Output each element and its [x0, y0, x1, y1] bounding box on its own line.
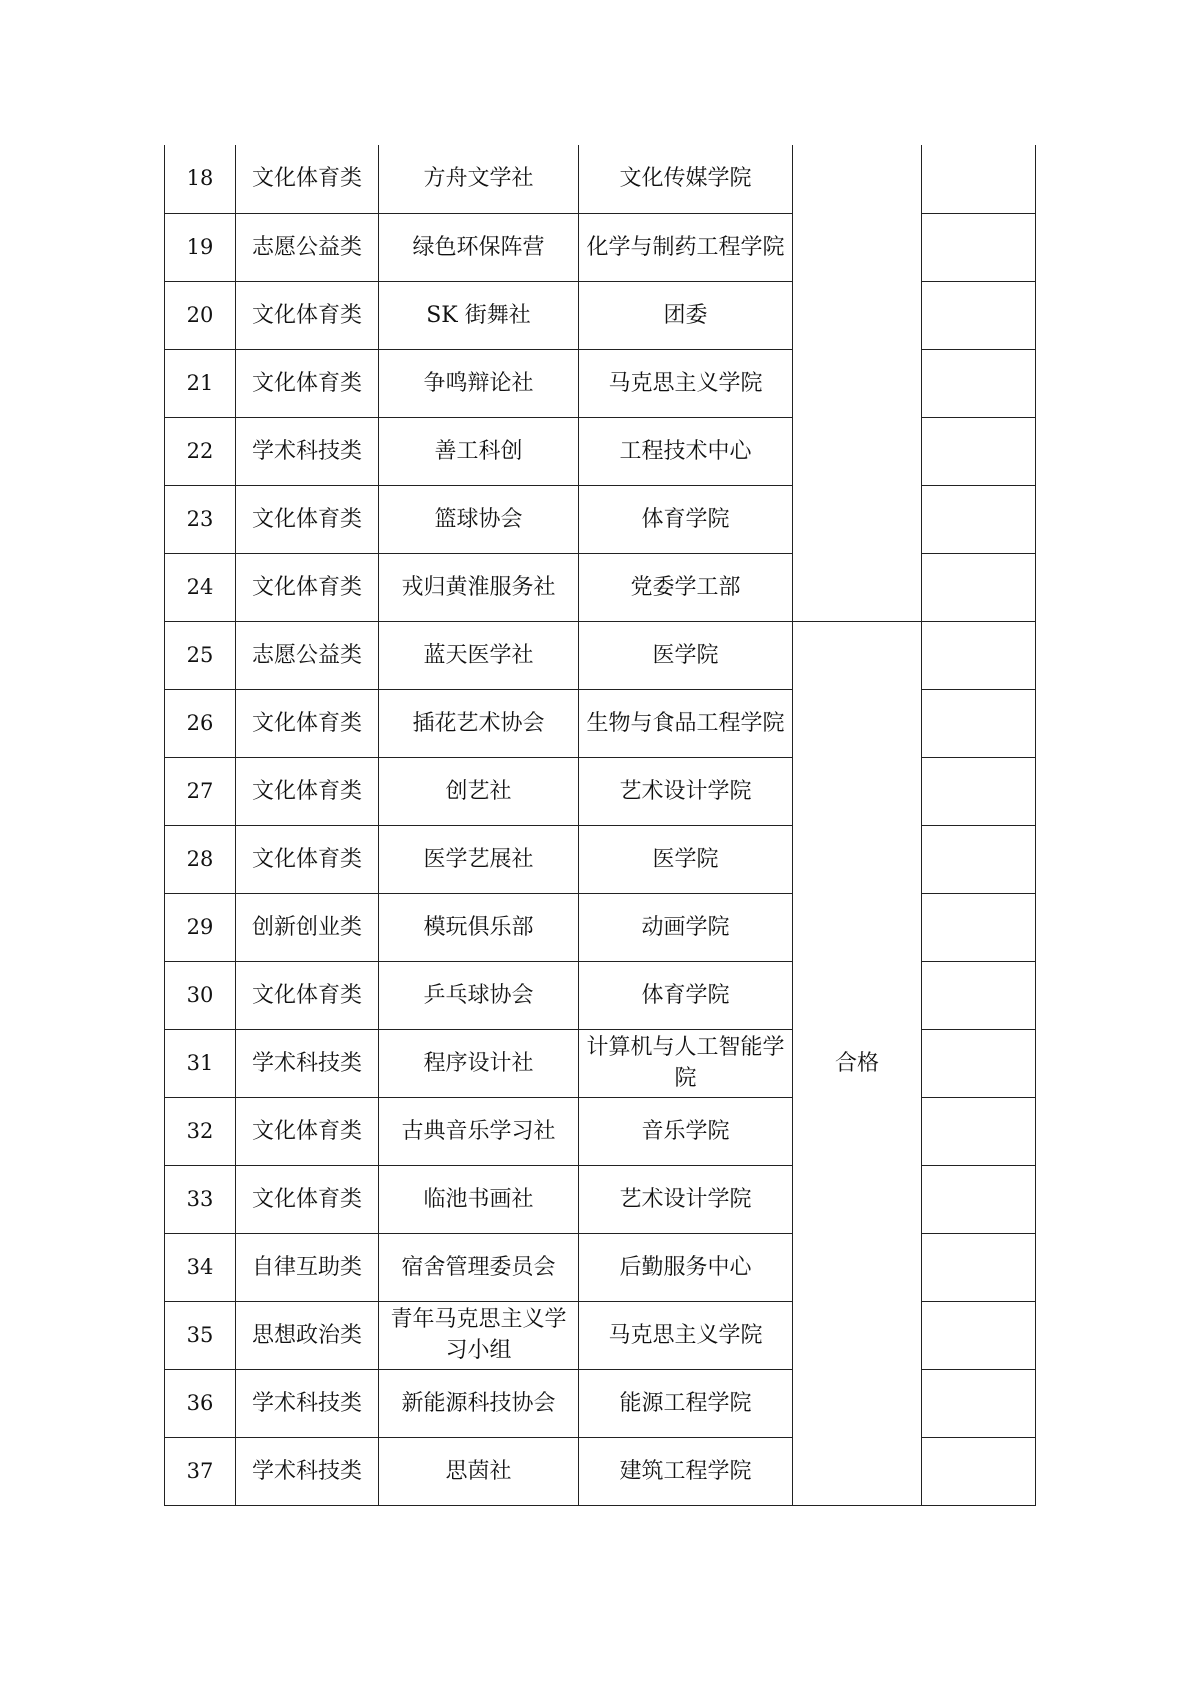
club-assessment-table: [164, 145, 1036, 1506]
row-category: 文化体育类: [236, 485, 379, 553]
row-club-name: 戎归黄淮服务社: [379, 553, 579, 621]
row-supervising-unit: 艺术设计学院: [579, 1165, 793, 1233]
row-remark: [922, 1165, 1036, 1233]
row-club-name: 宿舍管理委员会: [379, 1233, 579, 1301]
row-category: 文化体育类: [236, 1165, 379, 1233]
row-category: 自律互助类: [236, 1233, 379, 1301]
row-supervising-unit: 生物与食品工程学院: [579, 689, 793, 757]
row-category: 文化体育类: [236, 281, 379, 349]
row-category: 创新创业类: [236, 893, 379, 961]
row-category: 志愿公益类: [236, 621, 379, 689]
row-remark: [922, 689, 1036, 757]
row-remark: [922, 1369, 1036, 1437]
row-supervising-unit: 化学与制药工程学院: [579, 213, 793, 281]
row-category: 文化体育类: [236, 825, 379, 893]
row-remark: [922, 485, 1036, 553]
row-number: 23: [165, 485, 236, 553]
row-remark: [922, 825, 1036, 893]
row-number: 33: [165, 1165, 236, 1233]
row-remark: [922, 621, 1036, 689]
row-remark: [922, 145, 1036, 213]
row-supervising-unit: 马克思主义学院: [579, 1301, 793, 1369]
row-category: 文化体育类: [236, 553, 379, 621]
table-row: [165, 621, 1036, 689]
row-club-name: 争鸣辩论社: [379, 349, 579, 417]
row-club-name: 古典音乐学习社: [379, 1097, 579, 1165]
row-number: 25: [165, 621, 236, 689]
row-remark: [922, 1029, 1036, 1097]
row-remark: [922, 961, 1036, 1029]
row-supervising-unit: 艺术设计学院: [579, 757, 793, 825]
row-supervising-unit: 团委: [579, 281, 793, 349]
row-number: 30: [165, 961, 236, 1029]
row-category: 文化体育类: [236, 961, 379, 1029]
row-category: 学术科技类: [236, 1029, 379, 1097]
row-club-name: SK 街舞社: [379, 281, 579, 349]
row-supervising-unit: 党委学工部: [579, 553, 793, 621]
row-supervising-unit: 文化传媒学院: [579, 145, 793, 213]
row-category: 文化体育类: [236, 689, 379, 757]
row-remark: [922, 417, 1036, 485]
row-number: 22: [165, 417, 236, 485]
row-supervising-unit: 动画学院: [579, 893, 793, 961]
row-supervising-unit: 医学院: [579, 825, 793, 893]
row-supervising-unit: 能源工程学院: [579, 1369, 793, 1437]
row-supervising-unit: 医学院: [579, 621, 793, 689]
table-body: [165, 145, 1036, 1505]
row-number: 36: [165, 1369, 236, 1437]
row-number: 24: [165, 553, 236, 621]
row-number: 20: [165, 281, 236, 349]
row-supervising-unit: 马克思主义学院: [579, 349, 793, 417]
row-club-name: 临池书画社: [379, 1165, 579, 1233]
row-number: 26: [165, 689, 236, 757]
row-remark: [922, 1097, 1036, 1165]
row-supervising-unit: 工程技术中心: [579, 417, 793, 485]
row-category: 志愿公益类: [236, 213, 379, 281]
row-club-name: 医学艺展社: [379, 825, 579, 893]
row-supervising-unit: 计算机与人工智能学院: [579, 1029, 793, 1097]
row-supervising-unit: 音乐学院: [579, 1097, 793, 1165]
row-supervising-unit: 体育学院: [579, 485, 793, 553]
result-cell-group-b: 合格: [793, 621, 922, 1505]
row-number: 19: [165, 213, 236, 281]
row-club-name: 蓝天医学社: [379, 621, 579, 689]
table-row: [165, 145, 1036, 213]
row-remark: [922, 757, 1036, 825]
row-remark: [922, 281, 1036, 349]
row-club-name: 程序设计社: [379, 1029, 579, 1097]
row-club-name: 绿色环保阵营: [379, 213, 579, 281]
row-club-name: 青年马克思主义学习小组: [379, 1301, 579, 1369]
row-club-name: 乒乓球协会: [379, 961, 579, 1029]
row-remark: [922, 1437, 1036, 1505]
row-remark: [922, 893, 1036, 961]
row-number: 21: [165, 349, 236, 417]
row-number: 34: [165, 1233, 236, 1301]
row-category: 学术科技类: [236, 1369, 379, 1437]
row-club-name: 方舟文学社: [379, 145, 579, 213]
row-number: 31: [165, 1029, 236, 1097]
row-club-name: 新能源科技协会: [379, 1369, 579, 1437]
row-remark: [922, 1233, 1036, 1301]
row-number: 35: [165, 1301, 236, 1369]
row-remark: [922, 1301, 1036, 1369]
row-remark: [922, 553, 1036, 621]
row-category: 文化体育类: [236, 349, 379, 417]
row-supervising-unit: 体育学院: [579, 961, 793, 1029]
row-category: 学术科技类: [236, 417, 379, 485]
row-supervising-unit: 后勤服务中心: [579, 1233, 793, 1301]
row-category: 思想政治类: [236, 1301, 379, 1369]
row-number: 28: [165, 825, 236, 893]
row-number: 37: [165, 1437, 236, 1505]
row-remark: [922, 213, 1036, 281]
row-club-name: 模玩俱乐部: [379, 893, 579, 961]
row-club-name: 善工科创: [379, 417, 579, 485]
row-number: 32: [165, 1097, 236, 1165]
row-category: 文化体育类: [236, 757, 379, 825]
row-category: 文化体育类: [236, 145, 379, 213]
row-club-name: 篮球协会: [379, 485, 579, 553]
result-cell-group-a: [793, 145, 922, 621]
row-club-name: 创艺社: [379, 757, 579, 825]
row-club-name: 插花艺术协会: [379, 689, 579, 757]
row-supervising-unit: 建筑工程学院: [579, 1437, 793, 1505]
row-remark: [922, 349, 1036, 417]
row-number: 29: [165, 893, 236, 961]
row-number: 27: [165, 757, 236, 825]
row-category: 文化体育类: [236, 1097, 379, 1165]
row-category: 学术科技类: [236, 1437, 379, 1505]
row-number: 18: [165, 145, 236, 213]
row-club-name: 思茵社: [379, 1437, 579, 1505]
